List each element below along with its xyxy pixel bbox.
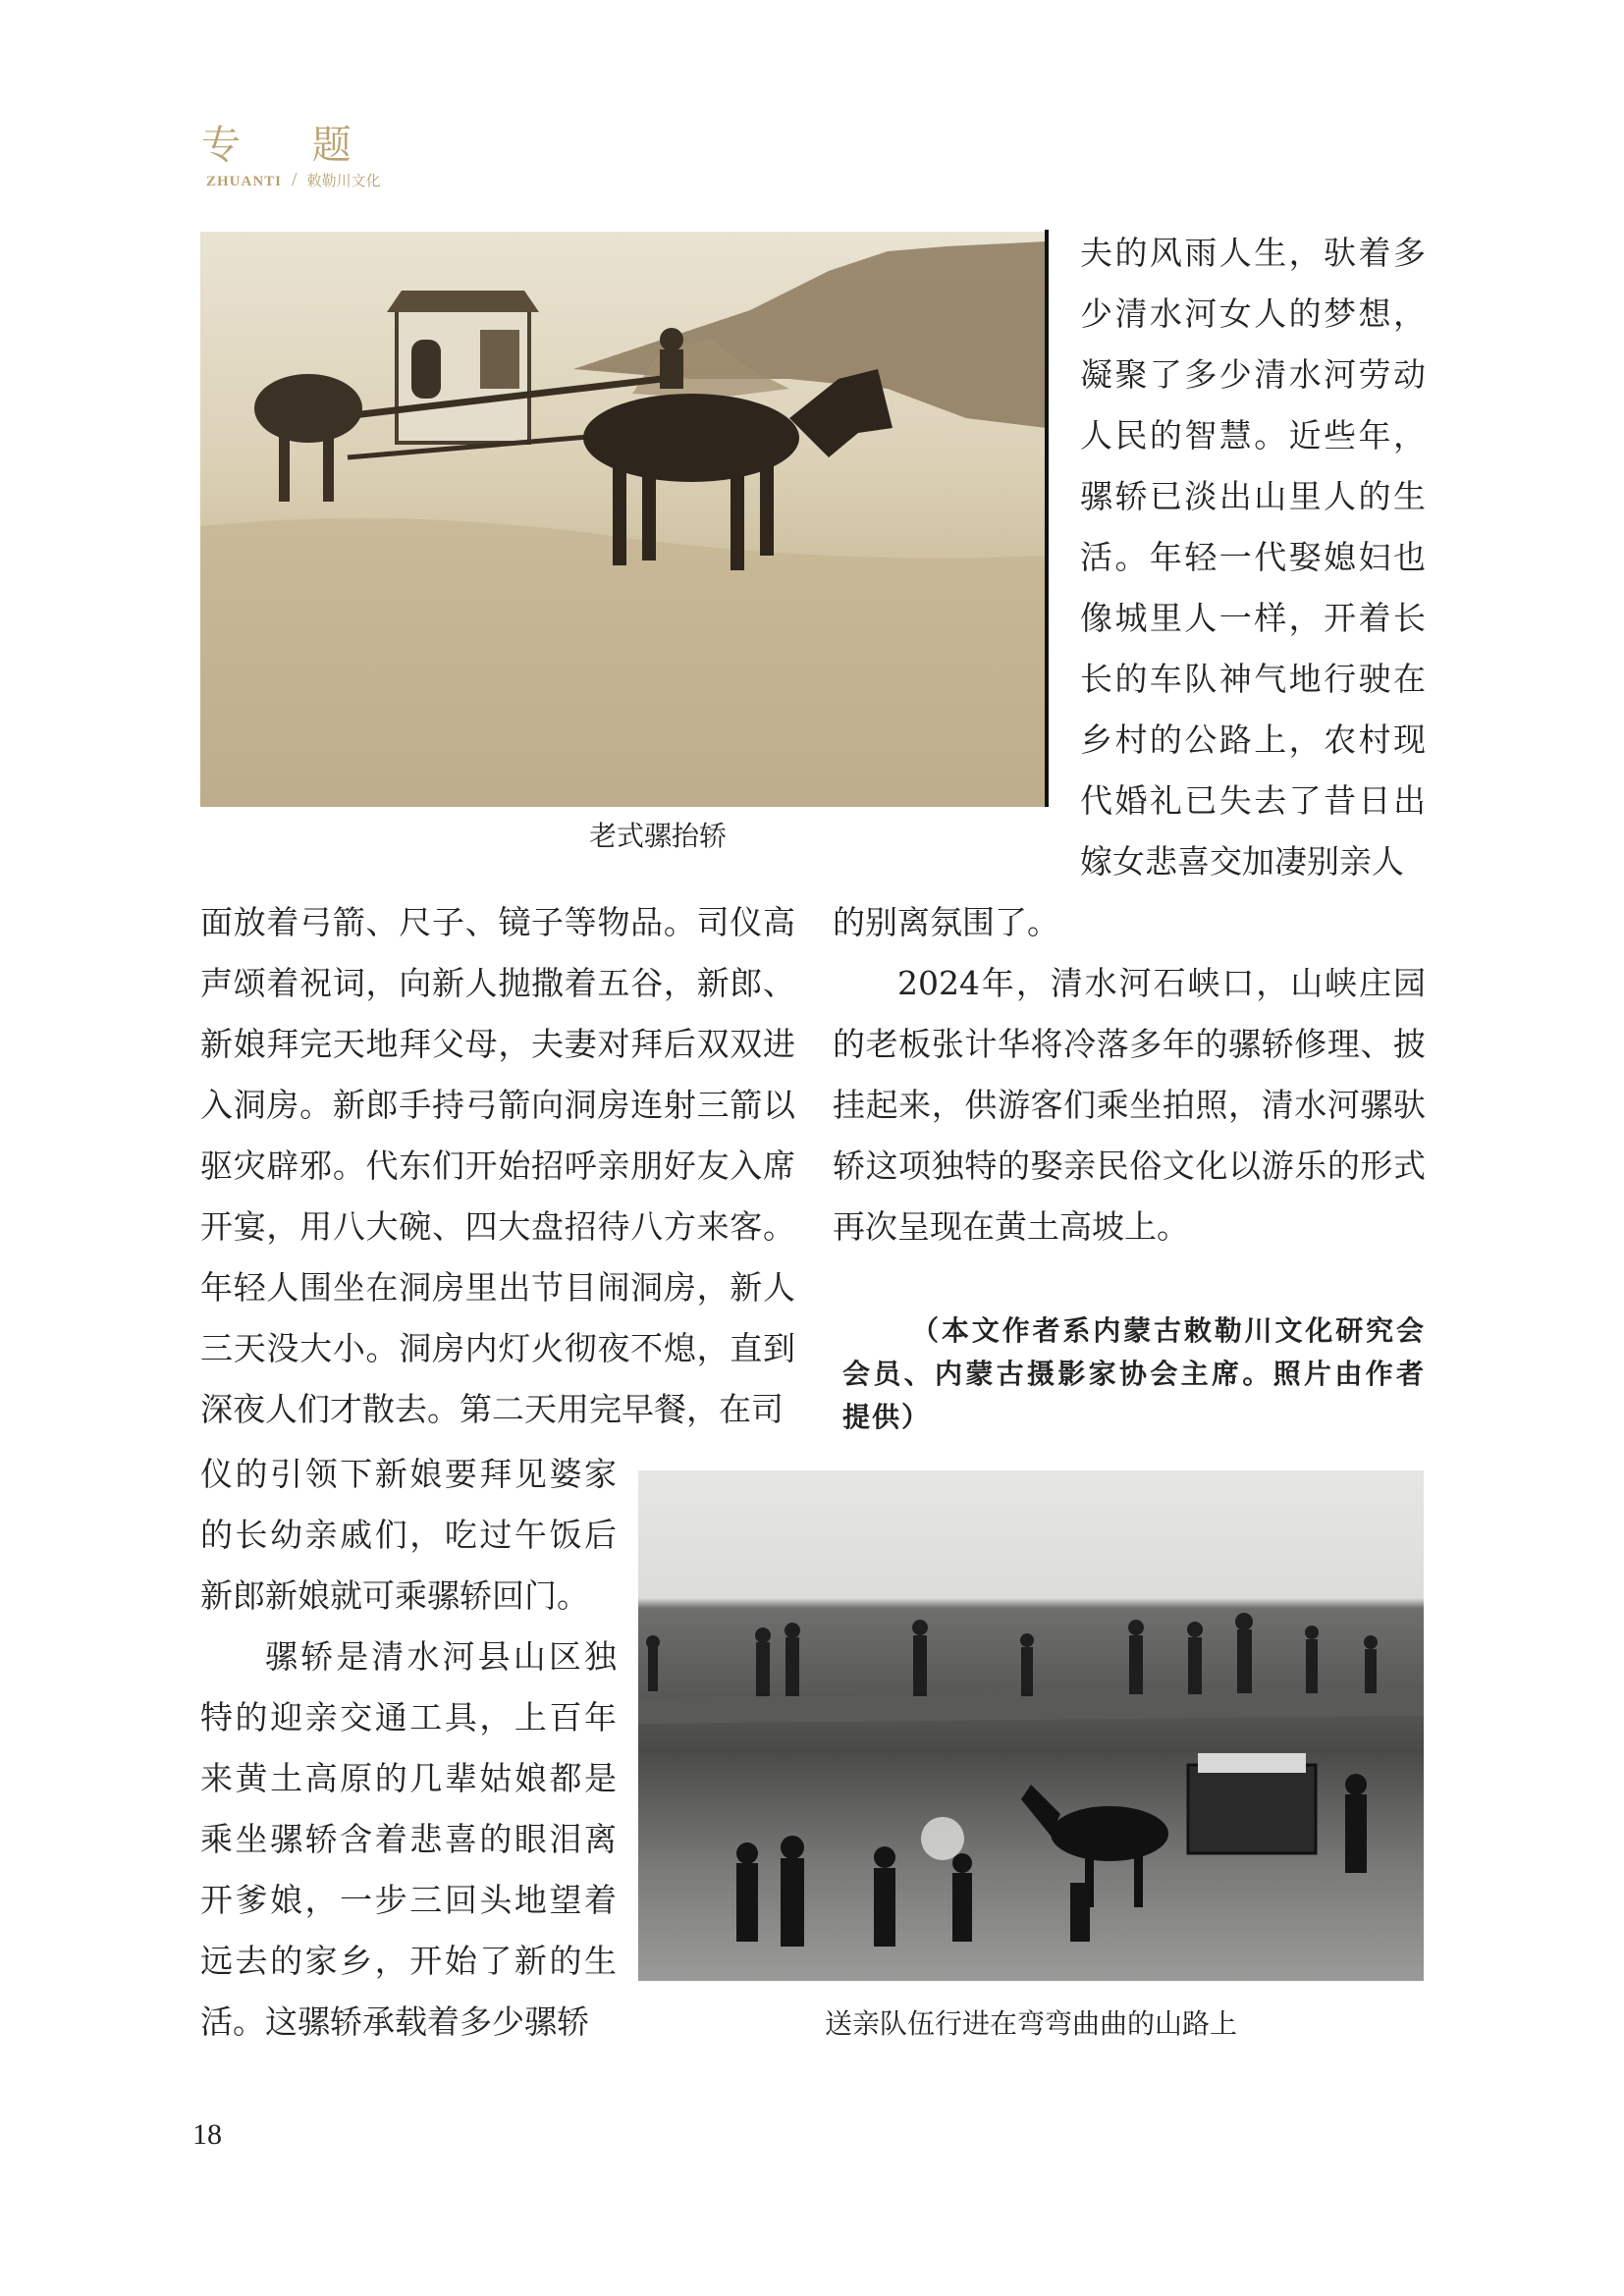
section-pinyin: ZHUANTI	[206, 174, 283, 189]
mule-sedan-chair-photo	[200, 232, 1047, 807]
photo-divider	[1045, 230, 1049, 807]
section-subtitle	[206, 169, 381, 191]
section-separator: /	[292, 169, 298, 190]
paragraph-left-bottom-1: 仪的引领下新娘要拜见婆家的长幼亲戚们，吃过午饭后新郎新娘就可乘骡轿回门。	[200, 1455, 617, 1615]
section-name: 敕勒川文化	[306, 174, 381, 189]
photo2-illustration	[638, 1470, 1424, 1981]
paragraph-left-bottom-2: 骡轿是清水河县山区独特的迎亲交通工具，上百年来黄土高原的几辈姑娘都是乘坐骡轿含着悲喜的眼泪离开爹娘，一步三回头地望着远去的家乡，开始了新的生活。这骡轿承载着多少骡轿	[200, 1637, 617, 2041]
paragraph-left-mid: 面放着弓箭、尺子、镜子等物品。司仪高声颂着祝词，向新人抛撒着五谷，新郎、新娘拜完天地拜父母，夫妻对拜后双双进入洞房。新郎手持弓箭向洞房连射三箭以驱灾辟邪。代东们开始招呼亲朋好友入席开宴，用八大碗、四大盘招待八方来客。年轻人围坐在洞房里出节目闹洞房，新人三天没大小。洞房内灯火彻夜不熄，直到深夜人们才散去。第二天用完早餐，在司	[200, 903, 795, 1428]
page-number: 18	[192, 2118, 222, 2151]
author-note: （本文作者系内蒙古敕勒川文化研究会会员、内蒙古摄影家协会主席。照片由作者提供）	[842, 1314, 1426, 1433]
photo2-caption: 送亲队伍行进在弯弯曲曲的山路上	[824, 2007, 1237, 2040]
paragraph-right-mid-1: 的别离氛围了。	[833, 903, 1059, 941]
paragraph-right-top: 夫的风雨人生，驮着多少清水河女人的梦想，凝聚了多少清水河劳动人民的智慧。近些年，骡轿已淡出山里人的生活。年轻一代娶媳妇也像城里人一样，开着长长的车队神气地行驶在乡村的公路上，农村现代婚礼已失去了昔日出嫁女悲喜交加凄别亲人	[1080, 234, 1426, 881]
photo1-illustration	[200, 232, 1047, 807]
procession-photo	[638, 1470, 1424, 1981]
photo1-caption: 老式骡抬轿	[588, 820, 727, 852]
section-title: 专 题	[201, 123, 381, 168]
paragraph-right-mid-2: 2024年，清水河石峡口，山峡庄园的老板张计华将冷落多年的骡轿修理、披挂起来，供游客们乘坐拍照，清水河骡驮轿这项独特的娶亲民俗文化以游乐的形式再次呈现在黄土高坡上。	[833, 964, 1426, 1246]
